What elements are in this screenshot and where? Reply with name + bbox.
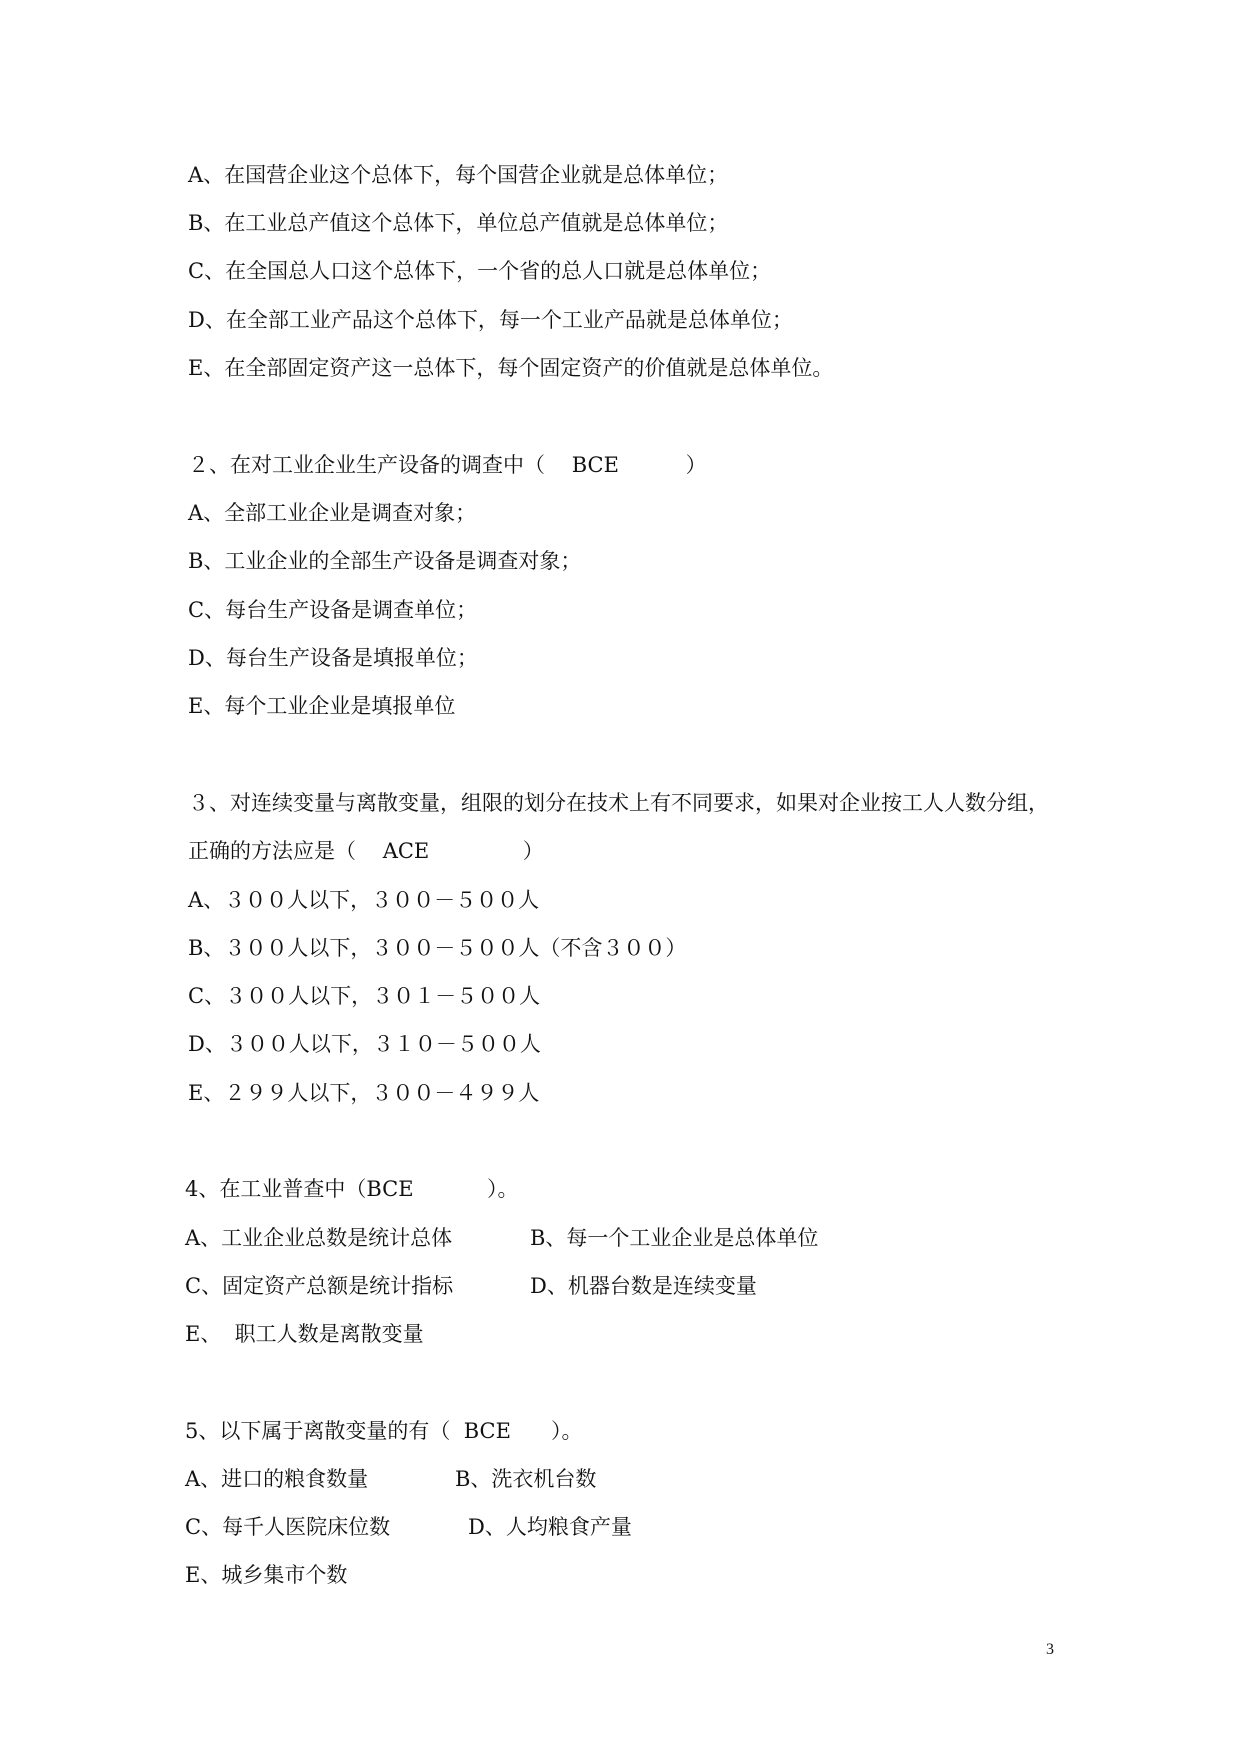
q3-option-a: A、３００人以下，３００－５００人 (188, 888, 540, 912)
q4-option-b: B、每一个工业企业是总体单位 (530, 1226, 819, 1250)
q5-option-d: D、人均粮食产量 (468, 1515, 632, 1539)
q4-option-a: A、工业企业总数是统计总体 (185, 1226, 453, 1250)
q4-option-d: D、机器台数是连续变量 (530, 1274, 757, 1298)
q3-option-d: D、３００人以下，３１０－５００人 (188, 1032, 541, 1056)
q4-option-e: E、 职工人数是离散变量 (185, 1322, 424, 1346)
q1-option-e: E、在全部固定资产这一总体下，每个固定资产的价值就是总体单位。 (188, 356, 834, 380)
q5-option-a: A、进口的粮食数量 (185, 1467, 369, 1491)
q1-option-d: D、在全部工业产品这个总体下，每一个工业产品就是总体单位； (188, 308, 793, 332)
q1-option-c: C、在全国总人口这个总体下，一个省的总人口就是总体单位； (188, 259, 772, 283)
q4-stem: 4、在工业普查中（BCE ）。 (185, 1177, 519, 1201)
q2-option-d: D、每台生产设备是填报单位； (188, 646, 478, 670)
page-number: 3 (1046, 1641, 1054, 1658)
q2-option-c: C、每台生产设备是调查单位； (188, 598, 478, 622)
q1-option-a: A、在国营企业这个总体下，每个国营企业就是总体单位； (188, 163, 729, 187)
q3-option-e: E、２９９人以下，３００－４９９人 (188, 1081, 540, 1105)
q3-option-b: B、３００人以下，３００－５００人（不含３００） (188, 936, 687, 960)
q5-option-c: C、每千人医院床位数 (185, 1515, 391, 1539)
q5-option-e: E、城乡集市个数 (185, 1563, 348, 1587)
q1-option-b: B、在工业总产值这个总体下，单位总产值就是总体单位； (188, 211, 729, 235)
q2-option-b: B、工业企业的全部生产设备是调查对象； (188, 549, 582, 573)
q2-option-a: A、全部工业企业是调查对象； (188, 501, 477, 525)
q5-option-b: B、洗衣机台数 (455, 1467, 597, 1491)
q4-option-c: C、固定资产总额是统计指标 (185, 1274, 454, 1298)
q3-stem-line1: ３、对连续变量与离散变量，组限的划分在技术上有不同要求，如果对企业按工人人数分组， (188, 791, 1049, 815)
q2-option-e: E、每个工业企业是填报单位 (188, 694, 456, 718)
q3-option-c: C、３００人以下，３０１－５００人 (188, 984, 541, 1008)
q2-stem: ２、在对工业企业生产设备的调查中（ BCE ） (188, 453, 707, 477)
q3-stem-line2: 正确的方法应是（ ACE ） (188, 839, 544, 863)
q5-stem: 5、以下属于离散变量的有（ BCE ）。 (185, 1419, 583, 1443)
